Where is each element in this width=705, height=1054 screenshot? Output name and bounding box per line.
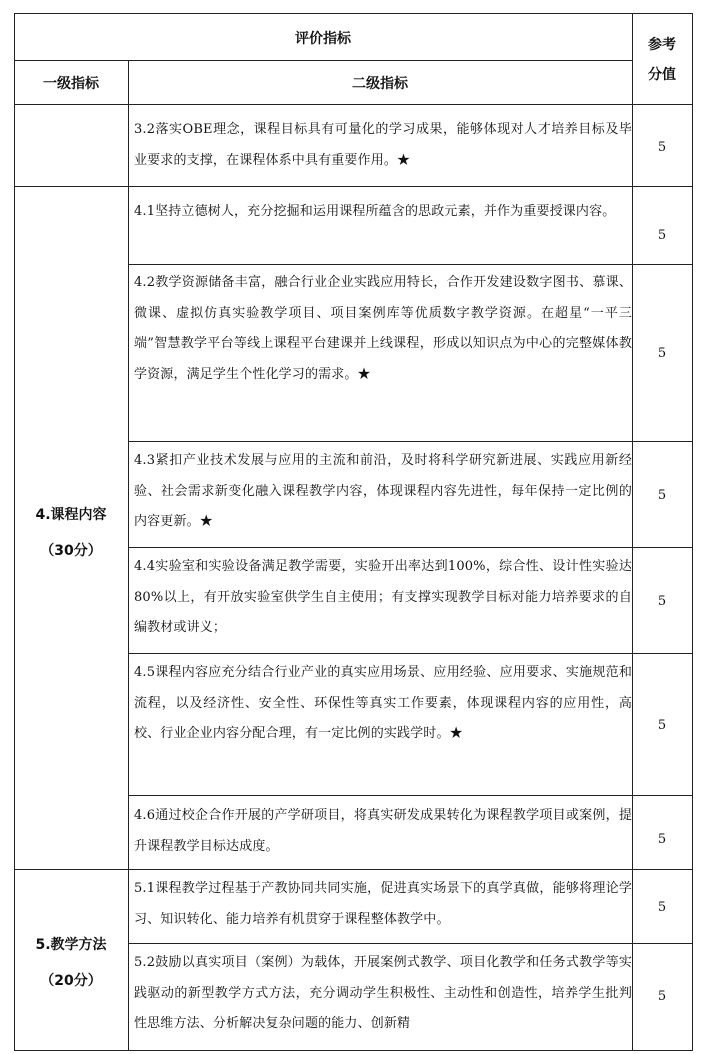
indicator-4-2: 4.2教学资源储备丰富，融合行业企业实践应用特长，合作开发建设数字图书、慕课、微课、虚拟仿真实验教学项目、项目案例库等优质数字教学资源。在超星“一平三端”智慧教学平台等线上课程平台建课并上线课程，形成以知识点为中心的完整媒体教学资源，满足学生个性化学习的需求。★ [134, 275, 632, 382]
score-4-6: 5 [657, 832, 667, 847]
category-name: 4.课程内容 [35, 507, 107, 523]
category-teaching-method [14, 927, 128, 999]
indicator-4-6: 4.6通过校企合作开展的产学研项目，将真实研发成果转化为课程教学项目或案例，提升课程教学目标达成度。 [134, 808, 632, 854]
category-name: 5.教学方法 [35, 937, 107, 953]
indicator-5-2: 5.2鼓励以真实项目（案例）为载体，开展案例式教学、项目化教学和任务式教学等实践驱动的新型教学方式方法，充分调动学生积极性、主动性和创造性，培养学生批判性思维方法、分析解决复杂问题的能力、创新精 [134, 955, 632, 1031]
indicator-3-2: 3.2落实OBE理念，课程目标具有可量化的学习成果，能够体现对人才培养目标及毕业要求的支撑，在课程体系中具有重要作用。★ [134, 122, 632, 168]
score-4-1: 5 [657, 228, 667, 243]
table-border-bottom [14, 1050, 692, 1051]
row-divider [128, 795, 692, 796]
header-level2: 二级指标 [352, 76, 408, 92]
row-divider [128, 264, 692, 265]
header-reference-score [632, 30, 692, 90]
table-border-right [692, 13, 693, 1051]
column-divider-level1 [128, 60, 129, 1051]
indicator-4-5: 4.5课程内容应充分结合行业产业的真实应用场景、应用经验、应用要求、实施规范和流程，以及经济性、安全性、环保性等真实工作要素，体现课程内容的应用性，高校、行业企业内容分配合理，有一定比例的实践学时。★ [134, 665, 632, 741]
indicator-4-3: 4.3紧扣产业技术发展与应用的主流和前沿，及时将科学研究新进展、实践应用新经验、社会需求新变化融入课程教学内容，体现课程内容先进性，每年保持一定比例的内容更新。★ [134, 453, 632, 529]
column-divider-score [632, 13, 633, 1051]
row-divider [128, 653, 692, 654]
row-divider [128, 441, 692, 442]
score-4-3: 5 [657, 488, 667, 503]
indicator-5-1: 5.1课程教学过程基于产教协同共同实施，促进真实场景下的真学真做，能够将理论学习、知识转化、能力培养有机贯穿于课程整体教学中。 [134, 881, 632, 927]
category-course-content [14, 497, 128, 569]
header-level1: 一级指标 [43, 76, 99, 92]
header-reference-score-line2: 分值 [648, 67, 676, 83]
header-divider [14, 60, 632, 61]
row-divider [14, 869, 692, 870]
header-reference-score-line1: 参考 [648, 37, 676, 53]
header-bottom [14, 104, 692, 105]
indicator-4-4: 4.4实验室和实验设备满足教学需要，实验开出率达到100%，综合性、设计性实验达80%以上，有开放实验室供学生自主使用；有支撑实现教学目标对能力培养要求的自编教材或讲义； [134, 559, 632, 635]
score-5-1: 5 [657, 900, 667, 915]
row-divider [128, 943, 692, 944]
score-4-4: 5 [657, 594, 667, 609]
row-divider [128, 547, 692, 548]
header-evaluation-indicators: 评价指标 [295, 31, 351, 47]
row-divider [14, 186, 692, 187]
score-5-2: 5 [657, 989, 667, 1004]
score-3-2: 5 [657, 140, 667, 155]
table-border-top [14, 13, 692, 14]
indicator-4-1: 4.1坚持立德树人，充分挖掘和运用课程所蕴含的思政元素，并作为重要授课内容。 [134, 204, 616, 219]
category-points: （30分） [40, 543, 102, 559]
score-4-5: 5 [657, 718, 667, 733]
category-points: （20分） [40, 973, 102, 989]
score-4-2: 5 [657, 346, 667, 361]
